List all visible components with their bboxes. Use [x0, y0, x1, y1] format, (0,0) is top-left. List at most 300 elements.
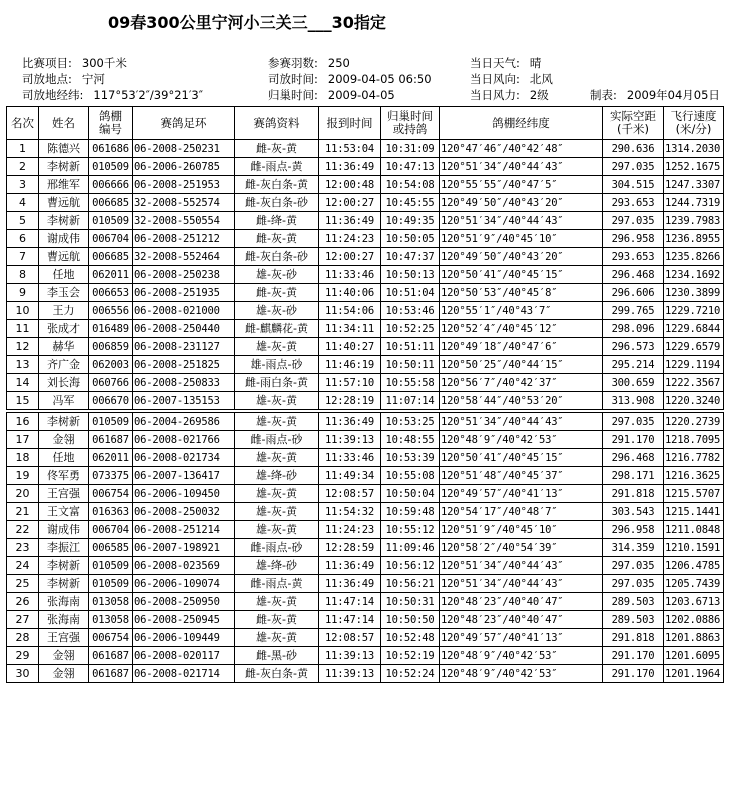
- table-cell: 29: [7, 647, 39, 665]
- table-row: [7, 248, 724, 266]
- table-cell: 王力: [39, 302, 89, 320]
- table-cell: 1229.7210: [664, 302, 724, 320]
- table-cell: 120°51′9″/40°45′10″: [440, 521, 603, 539]
- table-cell: 21: [7, 503, 39, 521]
- table-cell: 30: [7, 665, 39, 683]
- table-cell: 010509: [89, 158, 133, 176]
- table-cell: 06-2006-109074: [133, 575, 235, 593]
- table-cell: 11:46:19: [319, 356, 381, 374]
- table-cell: 297.035: [603, 575, 664, 593]
- table-cell: 016489: [89, 320, 133, 338]
- table-cell: 1222.3567: [664, 374, 724, 392]
- table-cell: 291.818: [603, 629, 664, 647]
- table-cell: 李树新: [39, 557, 89, 575]
- table-cell: 10:48:55: [381, 431, 440, 449]
- table-cell: 120°48′9″/40°42′53″: [440, 665, 603, 683]
- table-cell: 雄-灰-黄: [235, 521, 319, 539]
- table-cell: 006556: [89, 302, 133, 320]
- column-header: 飞行速度 (米/分): [664, 107, 724, 140]
- table-cell: 谢成伟: [39, 230, 89, 248]
- table-cell: 010509: [89, 575, 133, 593]
- race-info-value: 250: [327, 56, 350, 70]
- table-cell: 013058: [89, 593, 133, 611]
- table-cell: 06-2008-023569: [133, 557, 235, 575]
- table-cell: 曹远航: [39, 248, 89, 266]
- table-cell: 11:33:46: [319, 266, 381, 284]
- table-cell: 10:50:50: [381, 611, 440, 629]
- table-cell: 雄-灰-黄: [235, 338, 319, 356]
- table-cell: 10:50:11: [381, 356, 440, 374]
- table-row: [7, 467, 724, 485]
- table-cell: 32-2008-552464: [133, 248, 235, 266]
- table-cell: 11:40:06: [319, 284, 381, 302]
- table-cell: 010509: [89, 413, 133, 431]
- table-cell: 073375: [89, 467, 133, 485]
- table-cell: 22: [7, 521, 39, 539]
- table-cell: 296.606: [603, 284, 664, 302]
- table-row: [7, 356, 724, 374]
- table-cell: 雌-雨点-砂: [235, 431, 319, 449]
- table-cell: 雄-灰-砂: [235, 266, 319, 284]
- table-cell: 120°58′44″/40°53′20″: [440, 392, 603, 410]
- table-row: [7, 194, 724, 212]
- table-cell: 陈德兴: [39, 140, 89, 158]
- table-cell: 雄-灰-砂: [235, 302, 319, 320]
- table-cell: 20: [7, 485, 39, 503]
- table-cell: 11:57:10: [319, 374, 381, 392]
- table-cell: 120°49′50″/40°43′20″: [440, 248, 603, 266]
- table-cell: 120°47′46″/40°42′48″: [440, 140, 603, 158]
- table-cell: 120°48′9″/40°42′53″: [440, 647, 603, 665]
- table-cell: 9: [7, 284, 39, 302]
- table-cell: 7: [7, 248, 39, 266]
- table-cell: 12:28:19: [319, 392, 381, 410]
- table-cell: 10:50:04: [381, 485, 440, 503]
- table-cell: 1229.6844: [664, 320, 724, 338]
- table-cell: 25: [7, 575, 39, 593]
- table-cell: 297.035: [603, 212, 664, 230]
- table-cell: 120°58′2″/40°54′39″: [440, 539, 603, 557]
- column-header: 姓名: [39, 107, 89, 140]
- table-cell: 11:39:13: [319, 665, 381, 683]
- table-cell: 120°48′9″/40°42′53″: [440, 431, 603, 449]
- table-cell: 016363: [89, 503, 133, 521]
- race-info-item: [268, 87, 395, 103]
- table-cell: 11:53:04: [319, 140, 381, 158]
- table-cell: 120°51′34″/40°44′43″: [440, 212, 603, 230]
- table-row: [7, 266, 724, 284]
- table-cell: 304.515: [603, 176, 664, 194]
- table-cell: 任地: [39, 266, 89, 284]
- race-info-label: 当日风力:: [470, 88, 520, 102]
- table-cell: 1218.7095: [664, 431, 724, 449]
- page-title: 09春300公里宁河小三关三___30指定: [108, 13, 386, 32]
- table-cell: 10:51:04: [381, 284, 440, 302]
- table-cell: 1247.3307: [664, 176, 724, 194]
- table-row: [7, 284, 724, 302]
- table-cell: 2: [7, 158, 39, 176]
- table-cell: 3: [7, 176, 39, 194]
- race-info-label: 司放地点:: [22, 72, 72, 86]
- table-cell: 120°49′57″/40°41′13″: [440, 629, 603, 647]
- table-cell: 06-2008-021766: [133, 431, 235, 449]
- table-cell: 120°51′34″/40°44′43″: [440, 413, 603, 431]
- table-cell: 296.958: [603, 521, 664, 539]
- table-cell: 314.359: [603, 539, 664, 557]
- table-cell: 06-2008-251953: [133, 176, 235, 194]
- table-cell: 10:50:13: [381, 266, 440, 284]
- table-cell: 11:33:46: [319, 449, 381, 467]
- table-cell: 10:52:48: [381, 629, 440, 647]
- table-cell: 006666: [89, 176, 133, 194]
- table-cell: 297.035: [603, 557, 664, 575]
- table-cell: 张海南: [39, 611, 89, 629]
- table-cell: 6: [7, 230, 39, 248]
- table-cell: 006754: [89, 485, 133, 503]
- table-cell: 11:40:27: [319, 338, 381, 356]
- table-row: [7, 413, 724, 431]
- table-cell: 12:00:27: [319, 248, 381, 266]
- table-cell: 120°51′34″/40°44′43″: [440, 158, 603, 176]
- table-cell: 06-2008-251212: [133, 230, 235, 248]
- table-cell: 010509: [89, 212, 133, 230]
- table-row: [7, 485, 724, 503]
- race-info-label: 当日天气:: [470, 56, 520, 70]
- table-cell: 006670: [89, 392, 133, 410]
- header-row: [7, 107, 724, 140]
- table-cell: 06-2008-250945: [133, 611, 235, 629]
- table-cell: 060766: [89, 374, 133, 392]
- table-cell: 120°50′41″/40°45′15″: [440, 449, 603, 467]
- table-cell: 062011: [89, 266, 133, 284]
- column-header: 鸽棚经纬度: [440, 107, 603, 140]
- table-cell: 5: [7, 212, 39, 230]
- race-info-label: 归巢时间:: [268, 88, 318, 102]
- table-cell: 06-2008-251935: [133, 284, 235, 302]
- table-cell: 雄-绛-砂: [235, 467, 319, 485]
- table-cell: 062003: [89, 356, 133, 374]
- table-cell: 06-2008-250238: [133, 266, 235, 284]
- table-cell: 1210.1591: [664, 539, 724, 557]
- table-cell: 刘长海: [39, 374, 89, 392]
- race-info-value: 117°53′2″/39°21′3″: [93, 88, 204, 102]
- table-cell: 27: [7, 611, 39, 629]
- race-info-item: [22, 87, 203, 103]
- table-cell: 06-2008-021734: [133, 449, 235, 467]
- table-cell: 10:53:25: [381, 413, 440, 431]
- column-header: 赛鸽资料: [235, 107, 319, 140]
- table-cell: 120°52′4″/40°45′12″: [440, 320, 603, 338]
- table-cell: 06-2007-136417: [133, 467, 235, 485]
- table-cell: 10:52:25: [381, 320, 440, 338]
- table-row: [7, 449, 724, 467]
- table-row: [7, 665, 724, 683]
- table-cell: 1203.6713: [664, 593, 724, 611]
- table-cell: 雄-雨点-砂: [235, 356, 319, 374]
- table-cell: 290.636: [603, 140, 664, 158]
- table-row: [7, 158, 724, 176]
- table-cell: 062011: [89, 449, 133, 467]
- race-info-item: [590, 87, 720, 103]
- table-cell: 齐广金: [39, 356, 89, 374]
- table-cell: 1220.3240: [664, 392, 724, 410]
- table-row: [7, 593, 724, 611]
- table-cell: 雌-灰-黄: [235, 140, 319, 158]
- race-info-item: [470, 55, 541, 71]
- table-cell: 298.171: [603, 467, 664, 485]
- table-cell: 120°50′53″/40°45′8″: [440, 284, 603, 302]
- column-header: 名次: [7, 107, 39, 140]
- table-cell: 佟军勇: [39, 467, 89, 485]
- table-row: [7, 176, 724, 194]
- table-cell: 061687: [89, 647, 133, 665]
- race-info-item: [470, 87, 549, 103]
- race-info-label: 制表:: [590, 88, 617, 102]
- table-cell: 10:49:35: [381, 212, 440, 230]
- table-cell: 11:34:11: [319, 320, 381, 338]
- race-info-item: [470, 71, 553, 87]
- table-row: [7, 230, 724, 248]
- table-cell: 010509: [89, 557, 133, 575]
- table-cell: 120°56′7″/40°42′37″: [440, 374, 603, 392]
- table-cell: 291.170: [603, 647, 664, 665]
- table-cell: 120°51′34″/40°44′43″: [440, 575, 603, 593]
- column-header: 赛鸽足环: [133, 107, 235, 140]
- table-cell: 10:31:09: [381, 140, 440, 158]
- table-cell: 11:36:49: [319, 212, 381, 230]
- table-cell: 雌-灰白条-砂: [235, 248, 319, 266]
- table-cell: 雄-灰-黄: [235, 629, 319, 647]
- table-cell: 张海南: [39, 593, 89, 611]
- table-cell: 1215.1441: [664, 503, 724, 521]
- table-cell: 金翎: [39, 647, 89, 665]
- table-cell: 120°51′34″/40°44′43″: [440, 557, 603, 575]
- table-row: [7, 647, 724, 665]
- table-cell: 12:08:57: [319, 485, 381, 503]
- race-info-value: 300千米: [81, 56, 127, 70]
- table-cell: 10:50:31: [381, 593, 440, 611]
- table-cell: 雌-绛-黄: [235, 212, 319, 230]
- table-cell: 291.170: [603, 431, 664, 449]
- table-cell: 11:54:32: [319, 503, 381, 521]
- table-cell: 雌-灰-黄: [235, 611, 319, 629]
- race-info-value: 宁河: [81, 72, 105, 86]
- table-cell: 1202.0886: [664, 611, 724, 629]
- table-cell: 1205.7439: [664, 575, 724, 593]
- table-cell: 295.214: [603, 356, 664, 374]
- table-cell: 061687: [89, 431, 133, 449]
- table-row: [7, 503, 724, 521]
- table-cell: 1234.1692: [664, 266, 724, 284]
- table-row: [7, 557, 724, 575]
- table-cell: 金翎: [39, 431, 89, 449]
- table-cell: 06-2004-269586: [133, 413, 235, 431]
- table-cell: 10:56:12: [381, 557, 440, 575]
- table-cell: 雌-雨点-黄: [235, 575, 319, 593]
- column-header: 归巢时间 或持鸽: [381, 107, 440, 140]
- table-cell: 293.653: [603, 194, 664, 212]
- race-info-value: 2009年04月05日: [626, 88, 720, 102]
- table-cell: 17: [7, 431, 39, 449]
- table-cell: 1252.1675: [664, 158, 724, 176]
- table-cell: 李树新: [39, 575, 89, 593]
- table-cell: 120°54′17″/40°48′7″: [440, 503, 603, 521]
- table-cell: 18: [7, 449, 39, 467]
- table-cell: 1220.2739: [664, 413, 724, 431]
- table-cell: 1201.6095: [664, 647, 724, 665]
- table-cell: 15: [7, 392, 39, 410]
- race-info-label: 当日风向:: [470, 72, 520, 86]
- table-row: [7, 611, 724, 629]
- table-cell: 289.503: [603, 611, 664, 629]
- table-cell: 26: [7, 593, 39, 611]
- table-cell: 296.468: [603, 266, 664, 284]
- table-cell: 王宫强: [39, 485, 89, 503]
- table-cell: 11:36:49: [319, 413, 381, 431]
- table-cell: 06-2008-251825: [133, 356, 235, 374]
- table-cell: 11:39:13: [319, 647, 381, 665]
- table-cell: 10:52:19: [381, 647, 440, 665]
- table-cell: 雄-灰-黄: [235, 485, 319, 503]
- table-row: [7, 539, 724, 557]
- race-info-label: 司放地经纬:: [22, 88, 84, 102]
- table-cell: 28: [7, 629, 39, 647]
- table-cell: 06-2008-021000: [133, 302, 235, 320]
- table-cell: 10:53:46: [381, 302, 440, 320]
- table-row: [7, 320, 724, 338]
- table-cell: 1216.7782: [664, 449, 724, 467]
- table-row: [7, 431, 724, 449]
- table-cell: 06-2008-250950: [133, 593, 235, 611]
- table-cell: 10:59:48: [381, 503, 440, 521]
- table-cell: 120°55′1″/40°43′7″: [440, 302, 603, 320]
- table-cell: 296.573: [603, 338, 664, 356]
- table-cell: 雌-灰白条-黄: [235, 176, 319, 194]
- table-cell: 雄-灰-黄: [235, 392, 319, 410]
- table-cell: 11: [7, 320, 39, 338]
- race-info-label: 参赛羽数:: [268, 56, 318, 70]
- race-info-value: 2009-04-05: [327, 88, 395, 102]
- table-cell: 12:28:59: [319, 539, 381, 557]
- table-cell: 06-2008-231127: [133, 338, 235, 356]
- table-cell: 32-2008-550554: [133, 212, 235, 230]
- table-cell: 邢维军: [39, 176, 89, 194]
- table-cell: 006704: [89, 521, 133, 539]
- table-cell: 11:47:14: [319, 593, 381, 611]
- table-cell: 06-2008-250440: [133, 320, 235, 338]
- table-cell: 06-2008-250833: [133, 374, 235, 392]
- table-cell: 06-2008-021714: [133, 665, 235, 683]
- table-cell: 雄-灰-黄: [235, 449, 319, 467]
- table-cell: 赫华: [39, 338, 89, 356]
- table-cell: 23: [7, 539, 39, 557]
- table-cell: 006585: [89, 539, 133, 557]
- table-cell: 1211.0848: [664, 521, 724, 539]
- table-cell: 11:54:06: [319, 302, 381, 320]
- table-cell: 李树新: [39, 158, 89, 176]
- table-cell: 11:36:49: [319, 158, 381, 176]
- table-cell: 雌-雨点-砂: [235, 539, 319, 557]
- table-cell: 10:55:08: [381, 467, 440, 485]
- table-cell: 289.503: [603, 593, 664, 611]
- table-cell: 李振江: [39, 539, 89, 557]
- table-cell: 296.958: [603, 230, 664, 248]
- table-cell: 120°49′50″/40°43′20″: [440, 194, 603, 212]
- table-cell: 11:09:46: [381, 539, 440, 557]
- table-cell: 11:24:23: [319, 230, 381, 248]
- table-row: [7, 140, 724, 158]
- table-cell: 张成才: [39, 320, 89, 338]
- table-cell: 06-2008-250032: [133, 503, 235, 521]
- table-cell: 120°49′18″/40°47′6″: [440, 338, 603, 356]
- table-cell: 李树新: [39, 413, 89, 431]
- table-cell: 14: [7, 374, 39, 392]
- table-cell: 雌-灰白条-砂: [235, 194, 319, 212]
- table-cell: 11:36:49: [319, 575, 381, 593]
- table-cell: 王宫强: [39, 629, 89, 647]
- table-cell: 120°51′9″/40°45′10″: [440, 230, 603, 248]
- table-cell: 296.468: [603, 449, 664, 467]
- table-cell: 293.653: [603, 248, 664, 266]
- race-info-label: 比赛项目:: [22, 56, 72, 70]
- table-cell: 雌-灰白条-黄: [235, 665, 319, 683]
- table-cell: 4: [7, 194, 39, 212]
- table-cell: 300.659: [603, 374, 664, 392]
- table-cell: 雌-灰-黄: [235, 284, 319, 302]
- table-cell: 061687: [89, 665, 133, 683]
- table-cell: 11:49:34: [319, 467, 381, 485]
- table-cell: 10: [7, 302, 39, 320]
- table-cell: 12:08:57: [319, 629, 381, 647]
- table-cell: 曹远航: [39, 194, 89, 212]
- table-cell: 1244.7319: [664, 194, 724, 212]
- table-cell: 297.035: [603, 158, 664, 176]
- column-header: 鸽棚 编号: [89, 107, 133, 140]
- table-cell: 120°55′55″/40°47′5″: [440, 176, 603, 194]
- table-cell: 1236.8955: [664, 230, 724, 248]
- table-row: [7, 338, 724, 356]
- table-cell: 雄-灰-黄: [235, 593, 319, 611]
- table-cell: 1216.3625: [664, 467, 724, 485]
- table-cell: 12:00:48: [319, 176, 381, 194]
- table-cell: 12:00:27: [319, 194, 381, 212]
- table-cell: 任地: [39, 449, 89, 467]
- table-cell: 8: [7, 266, 39, 284]
- table-cell: 11:24:23: [319, 521, 381, 539]
- table-cell: 雄-绛-砂: [235, 557, 319, 575]
- table-cell: 120°48′23″/40°40′47″: [440, 611, 603, 629]
- table-cell: 1206.4785: [664, 557, 724, 575]
- table-cell: 12: [7, 338, 39, 356]
- table-cell: 金翎: [39, 665, 89, 683]
- table-cell: 雌-黑-砂: [235, 647, 319, 665]
- table-cell: 1230.3899: [664, 284, 724, 302]
- table-cell: 10:56:21: [381, 575, 440, 593]
- table-row: [7, 629, 724, 647]
- table-cell: 谢成伟: [39, 521, 89, 539]
- table-cell: 06-2008-250231: [133, 140, 235, 158]
- table-cell: 06-2006-109449: [133, 629, 235, 647]
- table-cell: 120°50′41″/40°45′15″: [440, 266, 603, 284]
- table-cell: 006859: [89, 338, 133, 356]
- table-cell: 1: [7, 140, 39, 158]
- table-cell: 10:55:58: [381, 374, 440, 392]
- table-row: [7, 392, 724, 410]
- table-cell: 1215.5707: [664, 485, 724, 503]
- table-cell: 13: [7, 356, 39, 374]
- table-cell: 雄-灰-黄: [235, 503, 319, 521]
- column-header: 实际空距 (千米): [603, 107, 664, 140]
